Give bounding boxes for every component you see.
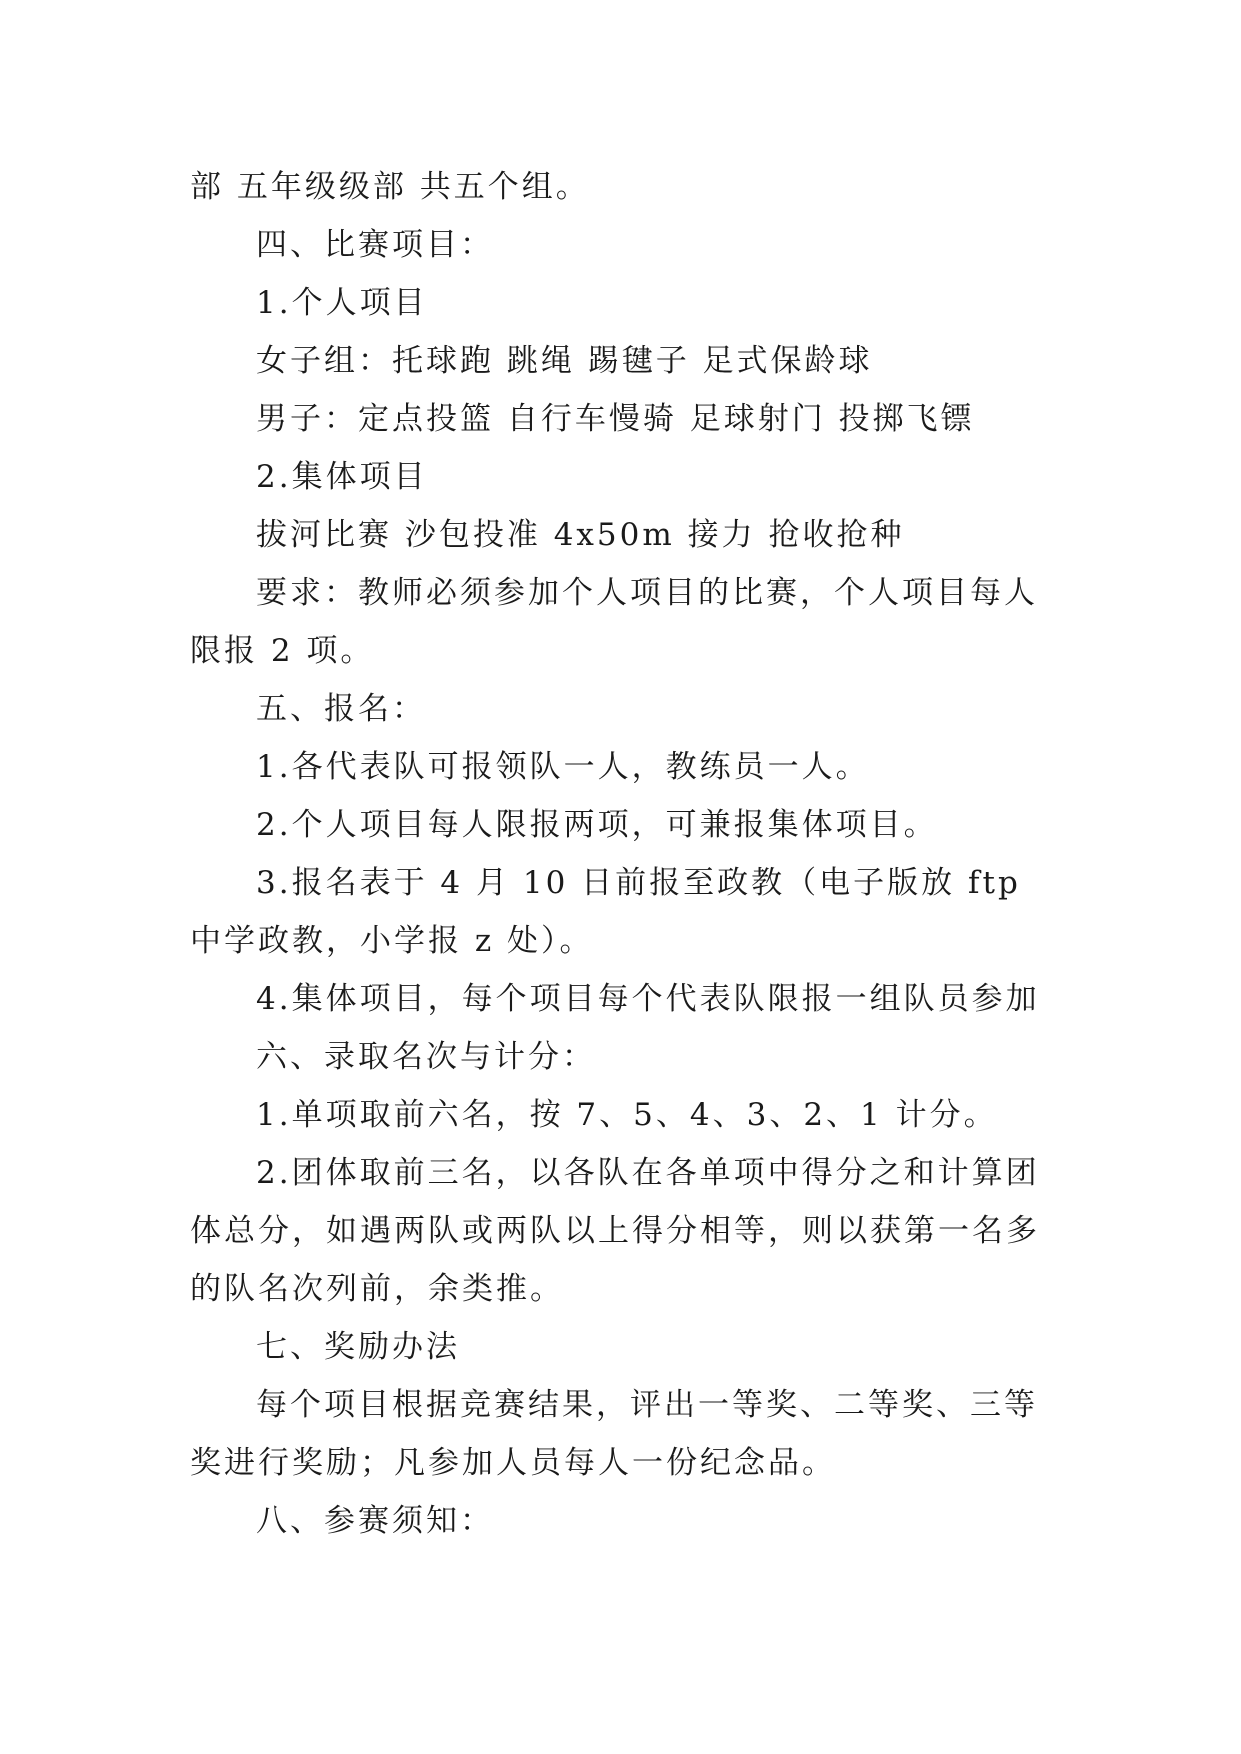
subheading-individual-events: 1.个人项目 — [256, 285, 428, 321]
paragraph-group-continuation: 部 五年级级部 共五个组。 — [190, 169, 590, 205]
paragraph-registration-2: 2.个人项目每人限报两项，可兼报集体项目。 — [256, 807, 938, 843]
paragraph-scoring-2: 2.团体取前三名，以各队在各单项中得分之和计算团体总分，如遇两队或两队以上得分相等，则以获第一名多的队名次列前，余类推。 — [190, 1155, 1040, 1307]
section-heading-events: 四、比赛项目： — [256, 227, 494, 263]
paragraph-women-events: 女子组：托球跑 跳绳 踢毽子 足式保龄球 — [256, 343, 873, 379]
section-heading-registration: 五、报名： — [256, 691, 426, 727]
section-heading-notice: 八、参赛须知： — [256, 1503, 494, 1539]
document-body — [190, 158, 1052, 1550]
paragraph-registration-1: 1.各代表队可报领队一人，教练员一人。 — [256, 749, 870, 785]
section-heading-scoring: 六、录取名次与计分： — [256, 1039, 596, 1075]
paragraph-awards: 每个项目根据竞赛结果，评出一等奖、二等奖、三等奖进行奖励；凡参加人员每人一份纪念品。 — [190, 1387, 1038, 1481]
paragraph-scoring-1: 1.单项取前六名，按 7、5、4、3、2、1 计分。 — [256, 1097, 998, 1133]
paragraph-registration-4: 4.集体项目，每个项目每个代表队限报一组队员参加 — [256, 981, 1040, 1017]
paragraph-registration-3: 3.报名表于 4 月 10 日前报至政教（电子版放 ftp 中学政教，小学报 z 处）。 — [190, 865, 1034, 959]
subheading-team-events: 2.集体项目 — [256, 459, 428, 495]
paragraph-men-events: 男子：定点投篮 自行车慢骑 足球射门 投掷飞镖 — [256, 401, 975, 437]
section-heading-awards: 七、奖励办法 — [256, 1329, 460, 1365]
paragraph-team-events-list: 拔河比赛 沙包投准 4x50m 接力 抢收抢种 — [256, 517, 905, 553]
paragraph-requirements: 要求：教师必须参加个人项目的比赛，个人项目每人限报 2 项。 — [190, 575, 1038, 669]
